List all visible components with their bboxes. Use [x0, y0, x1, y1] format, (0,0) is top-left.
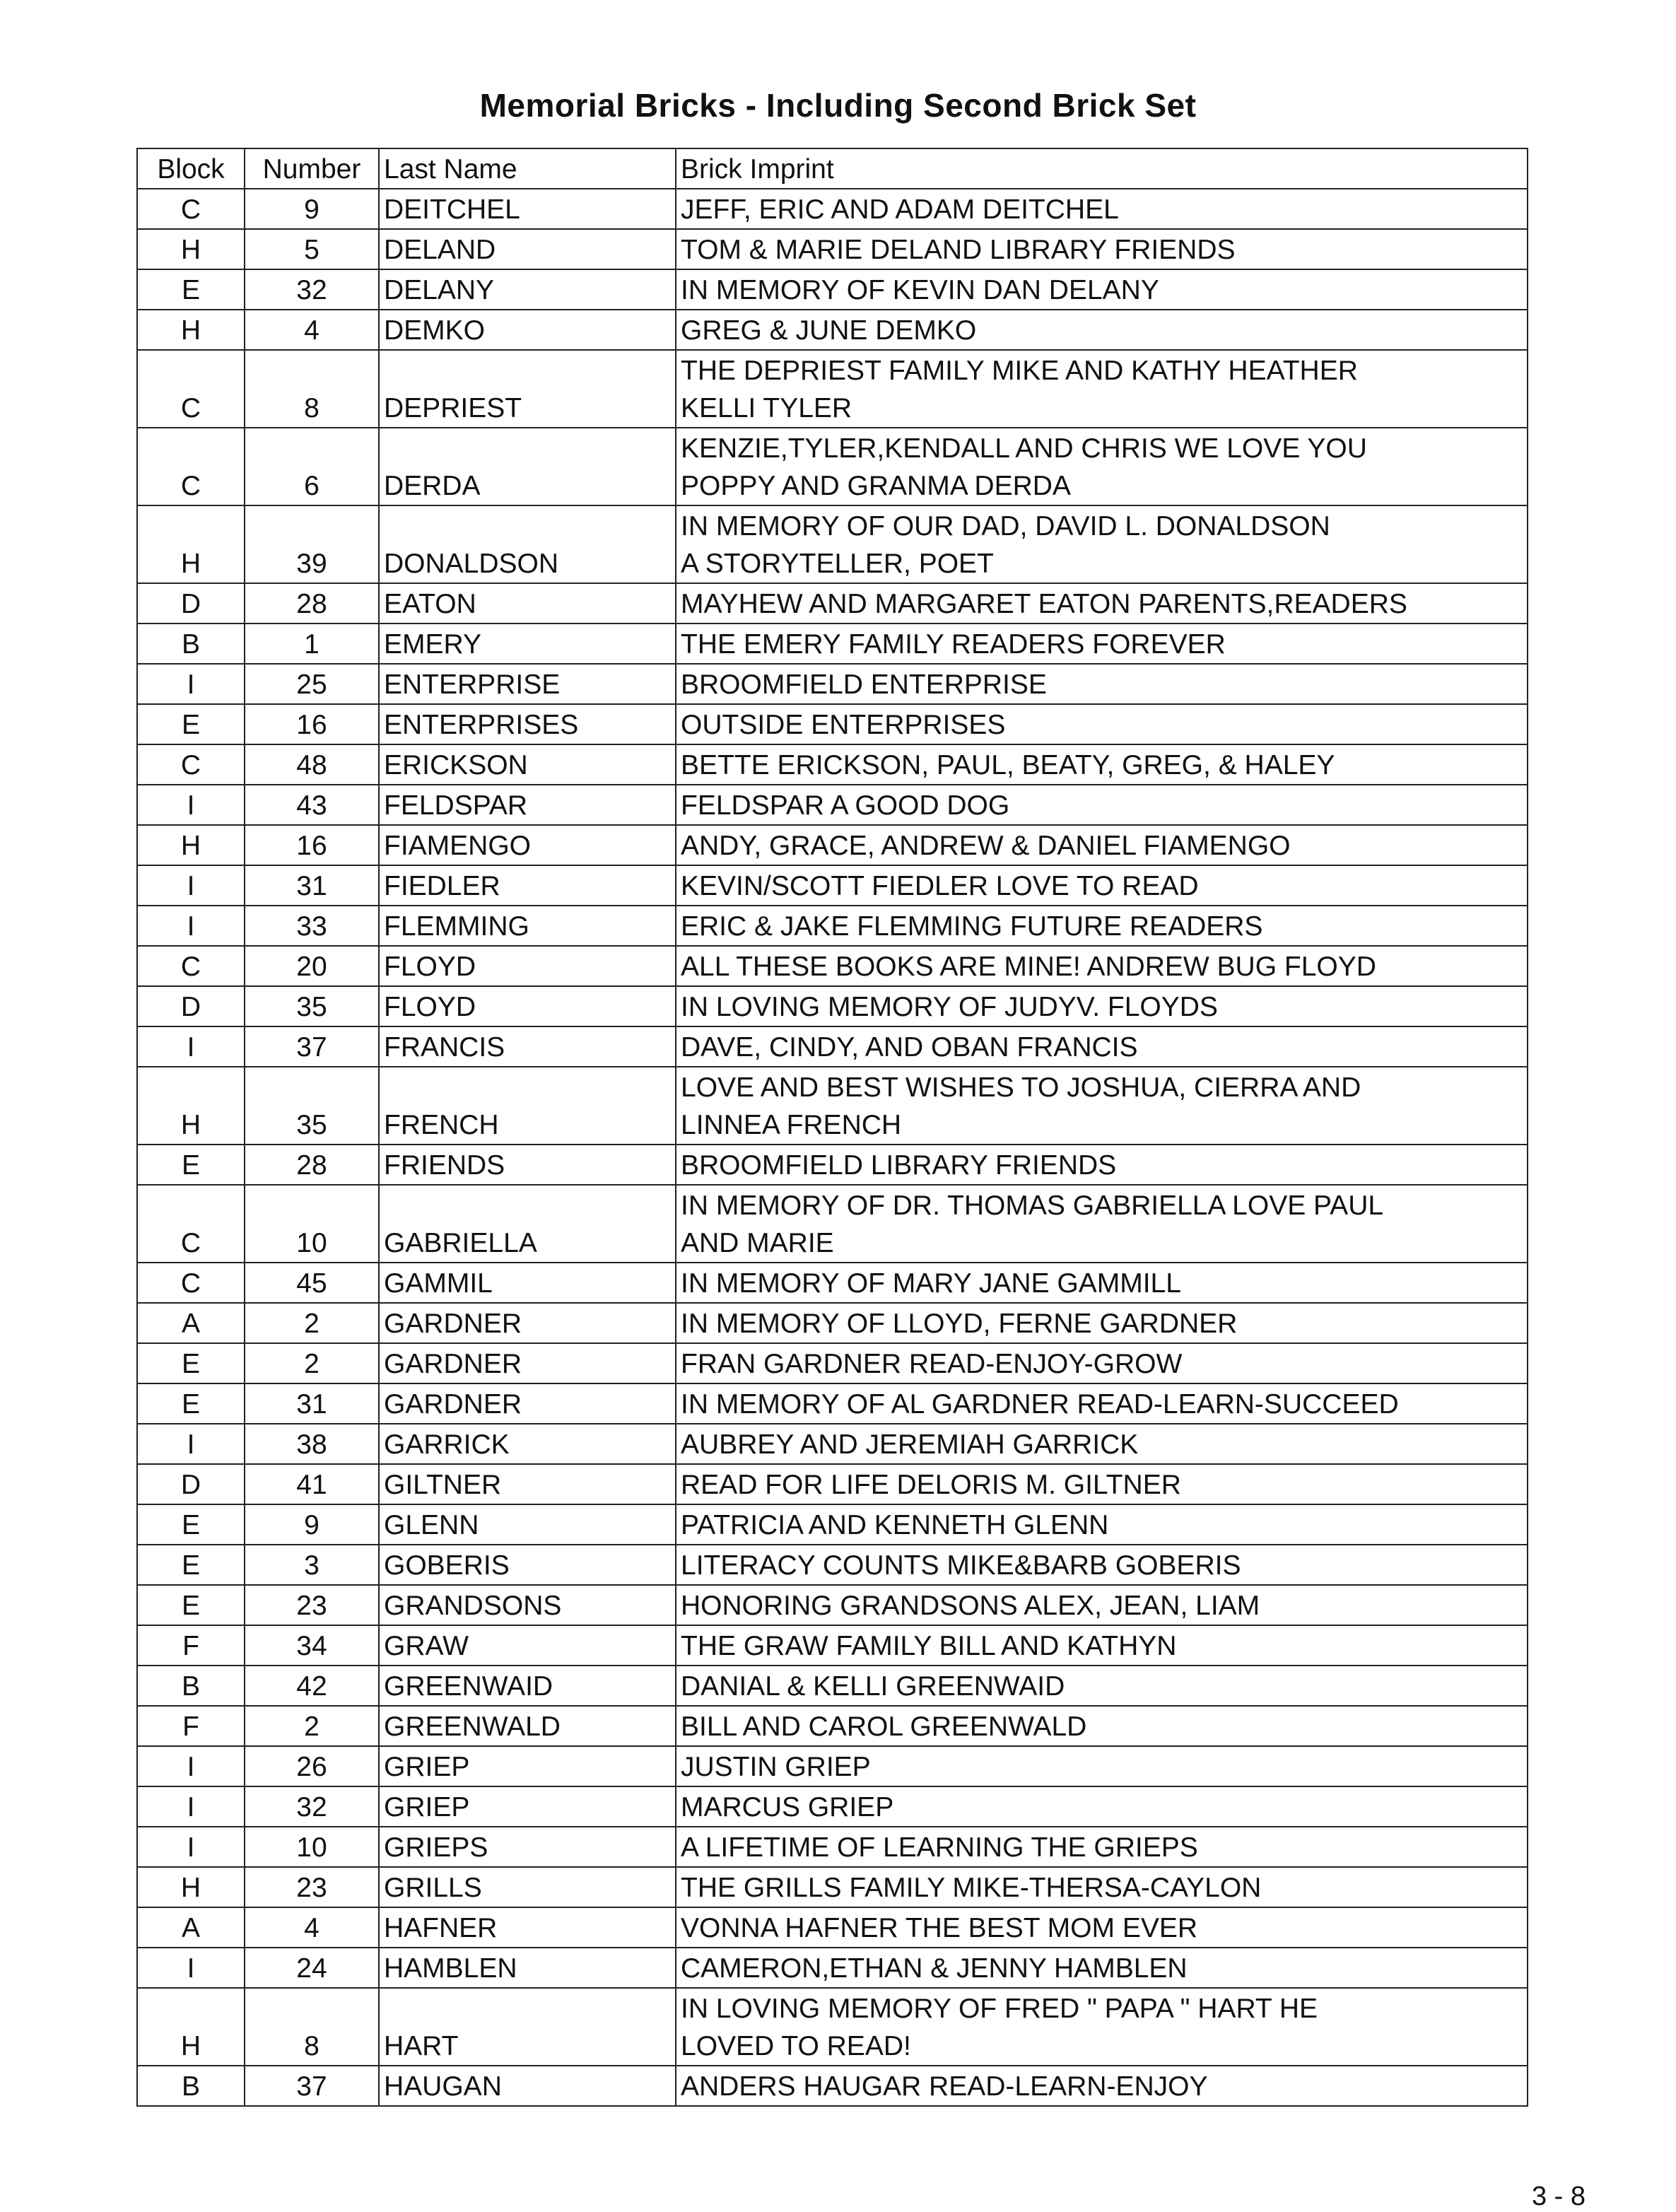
table-row [137, 785, 1528, 825]
last-name-cell: FIEDLER [379, 865, 676, 906]
block-cell: I [137, 906, 245, 946]
table-row [137, 1666, 1528, 1706]
last-name-cell: ERICKSON [379, 744, 676, 785]
last-name-cell: FRENCH [379, 1067, 676, 1145]
memorial-bricks-table [136, 148, 1528, 2107]
number-cell: 26 [245, 1746, 379, 1786]
table-row [137, 704, 1528, 744]
number-cell: 20 [245, 946, 379, 986]
number-cell: 9 [245, 189, 379, 229]
last-name-cell: GILTNER [379, 1464, 676, 1504]
table-row [137, 1026, 1528, 1067]
table-row [137, 1907, 1528, 1948]
brick-imprint-cell: THE DEPRIEST FAMILY MIKE AND KATHY HEATHER KELLI TYLER [676, 350, 1528, 428]
table-row [137, 505, 1528, 583]
table-row [137, 1067, 1528, 1145]
table-header-row [137, 148, 1528, 189]
block-cell: E [137, 1545, 245, 1585]
brick-imprint-cell: TOM & MARIE DELAND LIBRARY FRIENDS [676, 229, 1528, 269]
number-cell: 43 [245, 785, 379, 825]
block-cell: B [137, 2066, 245, 2106]
block-cell: H [137, 505, 245, 583]
table-row [137, 189, 1528, 229]
last-name-cell: GARDNER [379, 1343, 676, 1383]
last-name-cell: GREENWALD [379, 1706, 676, 1746]
table-row [137, 1185, 1528, 1263]
brick-imprint-cell: ALL THESE BOOKS ARE MINE! ANDREW BUG FLOYD [676, 946, 1528, 986]
last-name-cell: GRIEPS [379, 1827, 676, 1867]
brick-imprint-cell: CAMERON,ETHAN & JENNY HAMBLEN [676, 1948, 1528, 1988]
table-row [137, 1625, 1528, 1666]
block-cell: I [137, 1827, 245, 1867]
table-row [137, 1383, 1528, 1424]
block-cell: E [137, 1585, 245, 1625]
table-row [137, 744, 1528, 785]
block-cell: C [137, 1263, 245, 1303]
block-cell: A [137, 1907, 245, 1948]
block-cell: E [137, 1145, 245, 1185]
table-row [137, 229, 1528, 269]
table-row [137, 1303, 1528, 1343]
last-name-cell: GRANDSONS [379, 1585, 676, 1625]
last-name-cell: DELAND [379, 229, 676, 269]
table-row [137, 1263, 1528, 1303]
table-row [137, 1706, 1528, 1746]
block-cell: H [137, 310, 245, 350]
last-name-cell: GARDNER [379, 1303, 676, 1343]
block-cell: E [137, 704, 245, 744]
brick-imprint-cell: DAVE, CINDY, AND OBAN FRANCIS [676, 1026, 1528, 1067]
block-cell: C [137, 189, 245, 229]
number-cell: 31 [245, 865, 379, 906]
number-cell: 33 [245, 906, 379, 946]
block-cell: C [137, 1185, 245, 1263]
brick-imprint-cell: JUSTIN GRIEP [676, 1746, 1528, 1786]
brick-imprint-cell: THE GRAW FAMILY BILL AND KATHYN [676, 1625, 1528, 1666]
brick-imprint-cell: IN MEMORY OF OUR DAD, DAVID L. DONALDSON A STORYTELLER, POET [676, 505, 1528, 583]
last-name-cell: GREENWAID [379, 1666, 676, 1706]
table-row [137, 865, 1528, 906]
last-name-cell: ENTERPRISE [379, 664, 676, 704]
last-name-cell: FRANCIS [379, 1026, 676, 1067]
block-cell: H [137, 1067, 245, 1145]
table-row [137, 1343, 1528, 1383]
number-cell: 3 [245, 1545, 379, 1585]
table-row [137, 428, 1528, 505]
table-row [137, 310, 1528, 350]
number-cell: 39 [245, 505, 379, 583]
block-cell: E [137, 1343, 245, 1383]
number-cell: 31 [245, 1383, 379, 1424]
brick-imprint-cell: BETTE ERICKSON, PAUL, BEATY, GREG, & HALEY [676, 744, 1528, 785]
block-cell: H [137, 1867, 245, 1907]
last-name-cell: HAMBLEN [379, 1948, 676, 1988]
last-name-cell: DEMKO [379, 310, 676, 350]
last-name-cell: FELDSPAR [379, 785, 676, 825]
number-cell: 2 [245, 1706, 379, 1746]
number-cell: 23 [245, 1585, 379, 1625]
table-row [137, 1504, 1528, 1545]
last-name-cell: GRILLS [379, 1867, 676, 1907]
block-cell: I [137, 785, 245, 825]
brick-imprint-cell: IN MEMORY OF DR. THOMAS GABRIELLA LOVE PAUL AND MARIE [676, 1185, 1528, 1263]
last-name-cell: EATON [379, 583, 676, 624]
brick-imprint-cell: MARCUS GRIEP [676, 1786, 1528, 1827]
brick-imprint-cell: IN MEMORY OF LLOYD, FERNE GARDNER [676, 1303, 1528, 1343]
brick-imprint-cell: THE GRILLS FAMILY MIKE-THERSA-CAYLON [676, 1867, 1528, 1907]
table-row [137, 1545, 1528, 1585]
brick-imprint-cell: JEFF, ERIC AND ADAM DEITCHEL [676, 189, 1528, 229]
number-cell: 4 [245, 1907, 379, 1948]
table-row [137, 1988, 1528, 2066]
brick-imprint-cell: IN MEMORY OF KEVIN DAN DELANY [676, 269, 1528, 310]
last-name-cell: GRIEP [379, 1786, 676, 1827]
brick-imprint-cell: HONORING GRANDSONS ALEX, JEAN, LIAM [676, 1585, 1528, 1625]
number-cell: 48 [245, 744, 379, 785]
table-row [137, 1746, 1528, 1786]
block-cell: F [137, 1706, 245, 1746]
last-name-cell: HAFNER [379, 1907, 676, 1948]
table-row [137, 1585, 1528, 1625]
page-title: Memorial Bricks - Including Second Brick Set [479, 87, 1197, 124]
last-name-cell: FLEMMING [379, 906, 676, 946]
last-name-cell: FLOYD [379, 946, 676, 986]
brick-imprint-cell: OUTSIDE ENTERPRISES [676, 704, 1528, 744]
number-cell: 42 [245, 1666, 379, 1706]
table-row [137, 269, 1528, 310]
block-cell: D [137, 986, 245, 1026]
table-row [137, 624, 1528, 664]
last-name-cell: HAUGAN [379, 2066, 676, 2106]
last-name-cell: GRIEP [379, 1746, 676, 1786]
last-name-cell: DONALDSON [379, 505, 676, 583]
brick-imprint-cell: KENZIE,TYLER,KENDALL AND CHRIS WE LOVE YOU POPPY AND GRANMA DERDA [676, 428, 1528, 505]
number-cell: 35 [245, 986, 379, 1026]
number-cell: 16 [245, 825, 379, 865]
brick-imprint-cell: AUBREY AND JEREMIAH GARRICK [676, 1424, 1528, 1464]
last-name-cell: EMERY [379, 624, 676, 664]
brick-imprint-cell: KEVIN/SCOTT FIEDLER LOVE TO READ [676, 865, 1528, 906]
block-cell: I [137, 1424, 245, 1464]
number-cell: 9 [245, 1504, 379, 1545]
number-cell: 8 [245, 350, 379, 428]
block-cell: B [137, 1666, 245, 1706]
table-row [137, 1786, 1528, 1827]
block-cell: B [137, 624, 245, 664]
number-cell: 2 [245, 1303, 379, 1343]
block-cell: I [137, 1786, 245, 1827]
block-cell: A [137, 1303, 245, 1343]
number-cell: 16 [245, 704, 379, 744]
last-name-cell: DELANY [379, 269, 676, 310]
brick-imprint-cell: READ FOR LIFE DELORIS M. GILTNER [676, 1464, 1528, 1504]
table-row [137, 664, 1528, 704]
number-cell: 2 [245, 1343, 379, 1383]
brick-imprint-cell: LITERACY COUNTS MIKE&BARB GOBERIS [676, 1545, 1528, 1585]
number-cell: 5 [245, 229, 379, 269]
block-cell: I [137, 1948, 245, 1988]
block-cell: D [137, 583, 245, 624]
column-header-number: Number [245, 148, 379, 189]
brick-imprint-cell: IN LOVING MEMORY OF FRED " PAPA " HART HE LOVED TO READ! [676, 1988, 1528, 2066]
brick-imprint-cell: FRAN GARDNER READ-ENJOY-GROW [676, 1343, 1528, 1383]
block-cell: I [137, 1026, 245, 1067]
number-cell: 41 [245, 1464, 379, 1504]
number-cell: 24 [245, 1948, 379, 1988]
brick-imprint-cell: IN LOVING MEMORY OF JUDYV. FLOYDS [676, 986, 1528, 1026]
table-row [137, 825, 1528, 865]
block-cell: C [137, 428, 245, 505]
number-cell: 34 [245, 1625, 379, 1666]
last-name-cell: DEPRIEST [379, 350, 676, 428]
block-cell: D [137, 1464, 245, 1504]
number-cell: 37 [245, 2066, 379, 2106]
brick-imprint-cell: VONNA HAFNER THE BEST MOM EVER [676, 1907, 1528, 1948]
number-cell: 10 [245, 1827, 379, 1867]
block-cell: H [137, 229, 245, 269]
brick-imprint-cell: PATRICIA AND KENNETH GLENN [676, 1504, 1528, 1545]
last-name-cell: GABRIELLA [379, 1185, 676, 1263]
number-cell: 6 [245, 428, 379, 505]
page-number: 3 - 8 [1531, 2182, 1586, 2211]
number-cell: 25 [245, 664, 379, 704]
last-name-cell: ENTERPRISES [379, 704, 676, 744]
brick-imprint-cell: LOVE AND BEST WISHES TO JOSHUA, CIERRA AND LINNEA FRENCH [676, 1067, 1528, 1145]
last-name-cell: FLOYD [379, 986, 676, 1026]
brick-imprint-cell: IN MEMORY OF MARY JANE GAMMILL [676, 1263, 1528, 1303]
block-cell: C [137, 946, 245, 986]
block-cell: I [137, 865, 245, 906]
block-cell: E [137, 1504, 245, 1545]
brick-imprint-cell: THE EMERY FAMILY READERS FOREVER [676, 624, 1528, 664]
brick-imprint-cell: MAYHEW AND MARGARET EATON PARENTS,READERS [676, 583, 1528, 624]
brick-imprint-cell: FELDSPAR A GOOD DOG [676, 785, 1528, 825]
number-cell: 28 [245, 583, 379, 624]
brick-imprint-cell: ERIC & JAKE FLEMMING FUTURE READERS [676, 906, 1528, 946]
last-name-cell: HART [379, 1988, 676, 2066]
number-cell: 8 [245, 1988, 379, 2066]
table-row [137, 1867, 1528, 1907]
last-name-cell: GOBERIS [379, 1545, 676, 1585]
brick-imprint-cell: ANDY, GRACE, ANDREW & DANIEL FIAMENGO [676, 825, 1528, 865]
column-header-block: Block [137, 148, 245, 189]
number-cell: 37 [245, 1026, 379, 1067]
block-cell: E [137, 269, 245, 310]
number-cell: 32 [245, 269, 379, 310]
brick-imprint-cell: BROOMFIELD ENTERPRISE [676, 664, 1528, 704]
last-name-cell: GLENN [379, 1504, 676, 1545]
block-cell: F [137, 1625, 245, 1666]
block-cell: I [137, 1746, 245, 1786]
table-row [137, 1827, 1528, 1867]
last-name-cell: GARRICK [379, 1424, 676, 1464]
table-row [137, 1464, 1528, 1504]
brick-imprint-cell: BILL AND CAROL GREENWALD [676, 1706, 1528, 1746]
block-cell: H [137, 1988, 245, 2066]
last-name-cell: GRAW [379, 1625, 676, 1666]
block-cell: I [137, 664, 245, 704]
brick-imprint-cell: BROOMFIELD LIBRARY FRIENDS [676, 1145, 1528, 1185]
table-row [137, 946, 1528, 986]
brick-imprint-cell: ANDERS HAUGAR READ-LEARN-ENJOY [676, 2066, 1528, 2106]
last-name-cell: GAMMIL [379, 1263, 676, 1303]
last-name-cell: FIAMENGO [379, 825, 676, 865]
number-cell: 23 [245, 1867, 379, 1907]
number-cell: 4 [245, 310, 379, 350]
block-cell: E [137, 1383, 245, 1424]
table-row [137, 1424, 1528, 1464]
block-cell: C [137, 744, 245, 785]
number-cell: 45 [245, 1263, 379, 1303]
table-row [137, 1948, 1528, 1988]
last-name-cell: GARDNER [379, 1383, 676, 1424]
brick-imprint-cell: DANIAL & KELLI GREENWAID [676, 1666, 1528, 1706]
last-name-cell: DERDA [379, 428, 676, 505]
number-cell: 32 [245, 1786, 379, 1827]
last-name-cell: DEITCHEL [379, 189, 676, 229]
number-cell: 28 [245, 1145, 379, 1185]
block-cell: C [137, 350, 245, 428]
column-header-last-name: Last Name [379, 148, 676, 189]
number-cell: 10 [245, 1185, 379, 1263]
table-row [137, 583, 1528, 624]
brick-imprint-cell: A LIFETIME OF LEARNING THE GRIEPS [676, 1827, 1528, 1867]
brick-imprint-cell: IN MEMORY OF AL GARDNER READ-LEARN-SUCCEED [676, 1383, 1528, 1424]
column-header-brick-imprint: Brick Imprint [676, 148, 1528, 189]
last-name-cell: FRIENDS [379, 1145, 676, 1185]
brick-imprint-cell: GREG & JUNE DEMKO [676, 310, 1528, 350]
number-cell: 35 [245, 1067, 379, 1145]
table-row [137, 350, 1528, 428]
table-row [137, 1145, 1528, 1185]
table-row [137, 986, 1528, 1026]
number-cell: 1 [245, 624, 379, 664]
number-cell: 38 [245, 1424, 379, 1464]
table-row [137, 906, 1528, 946]
table-row [137, 2066, 1528, 2106]
block-cell: H [137, 825, 245, 865]
